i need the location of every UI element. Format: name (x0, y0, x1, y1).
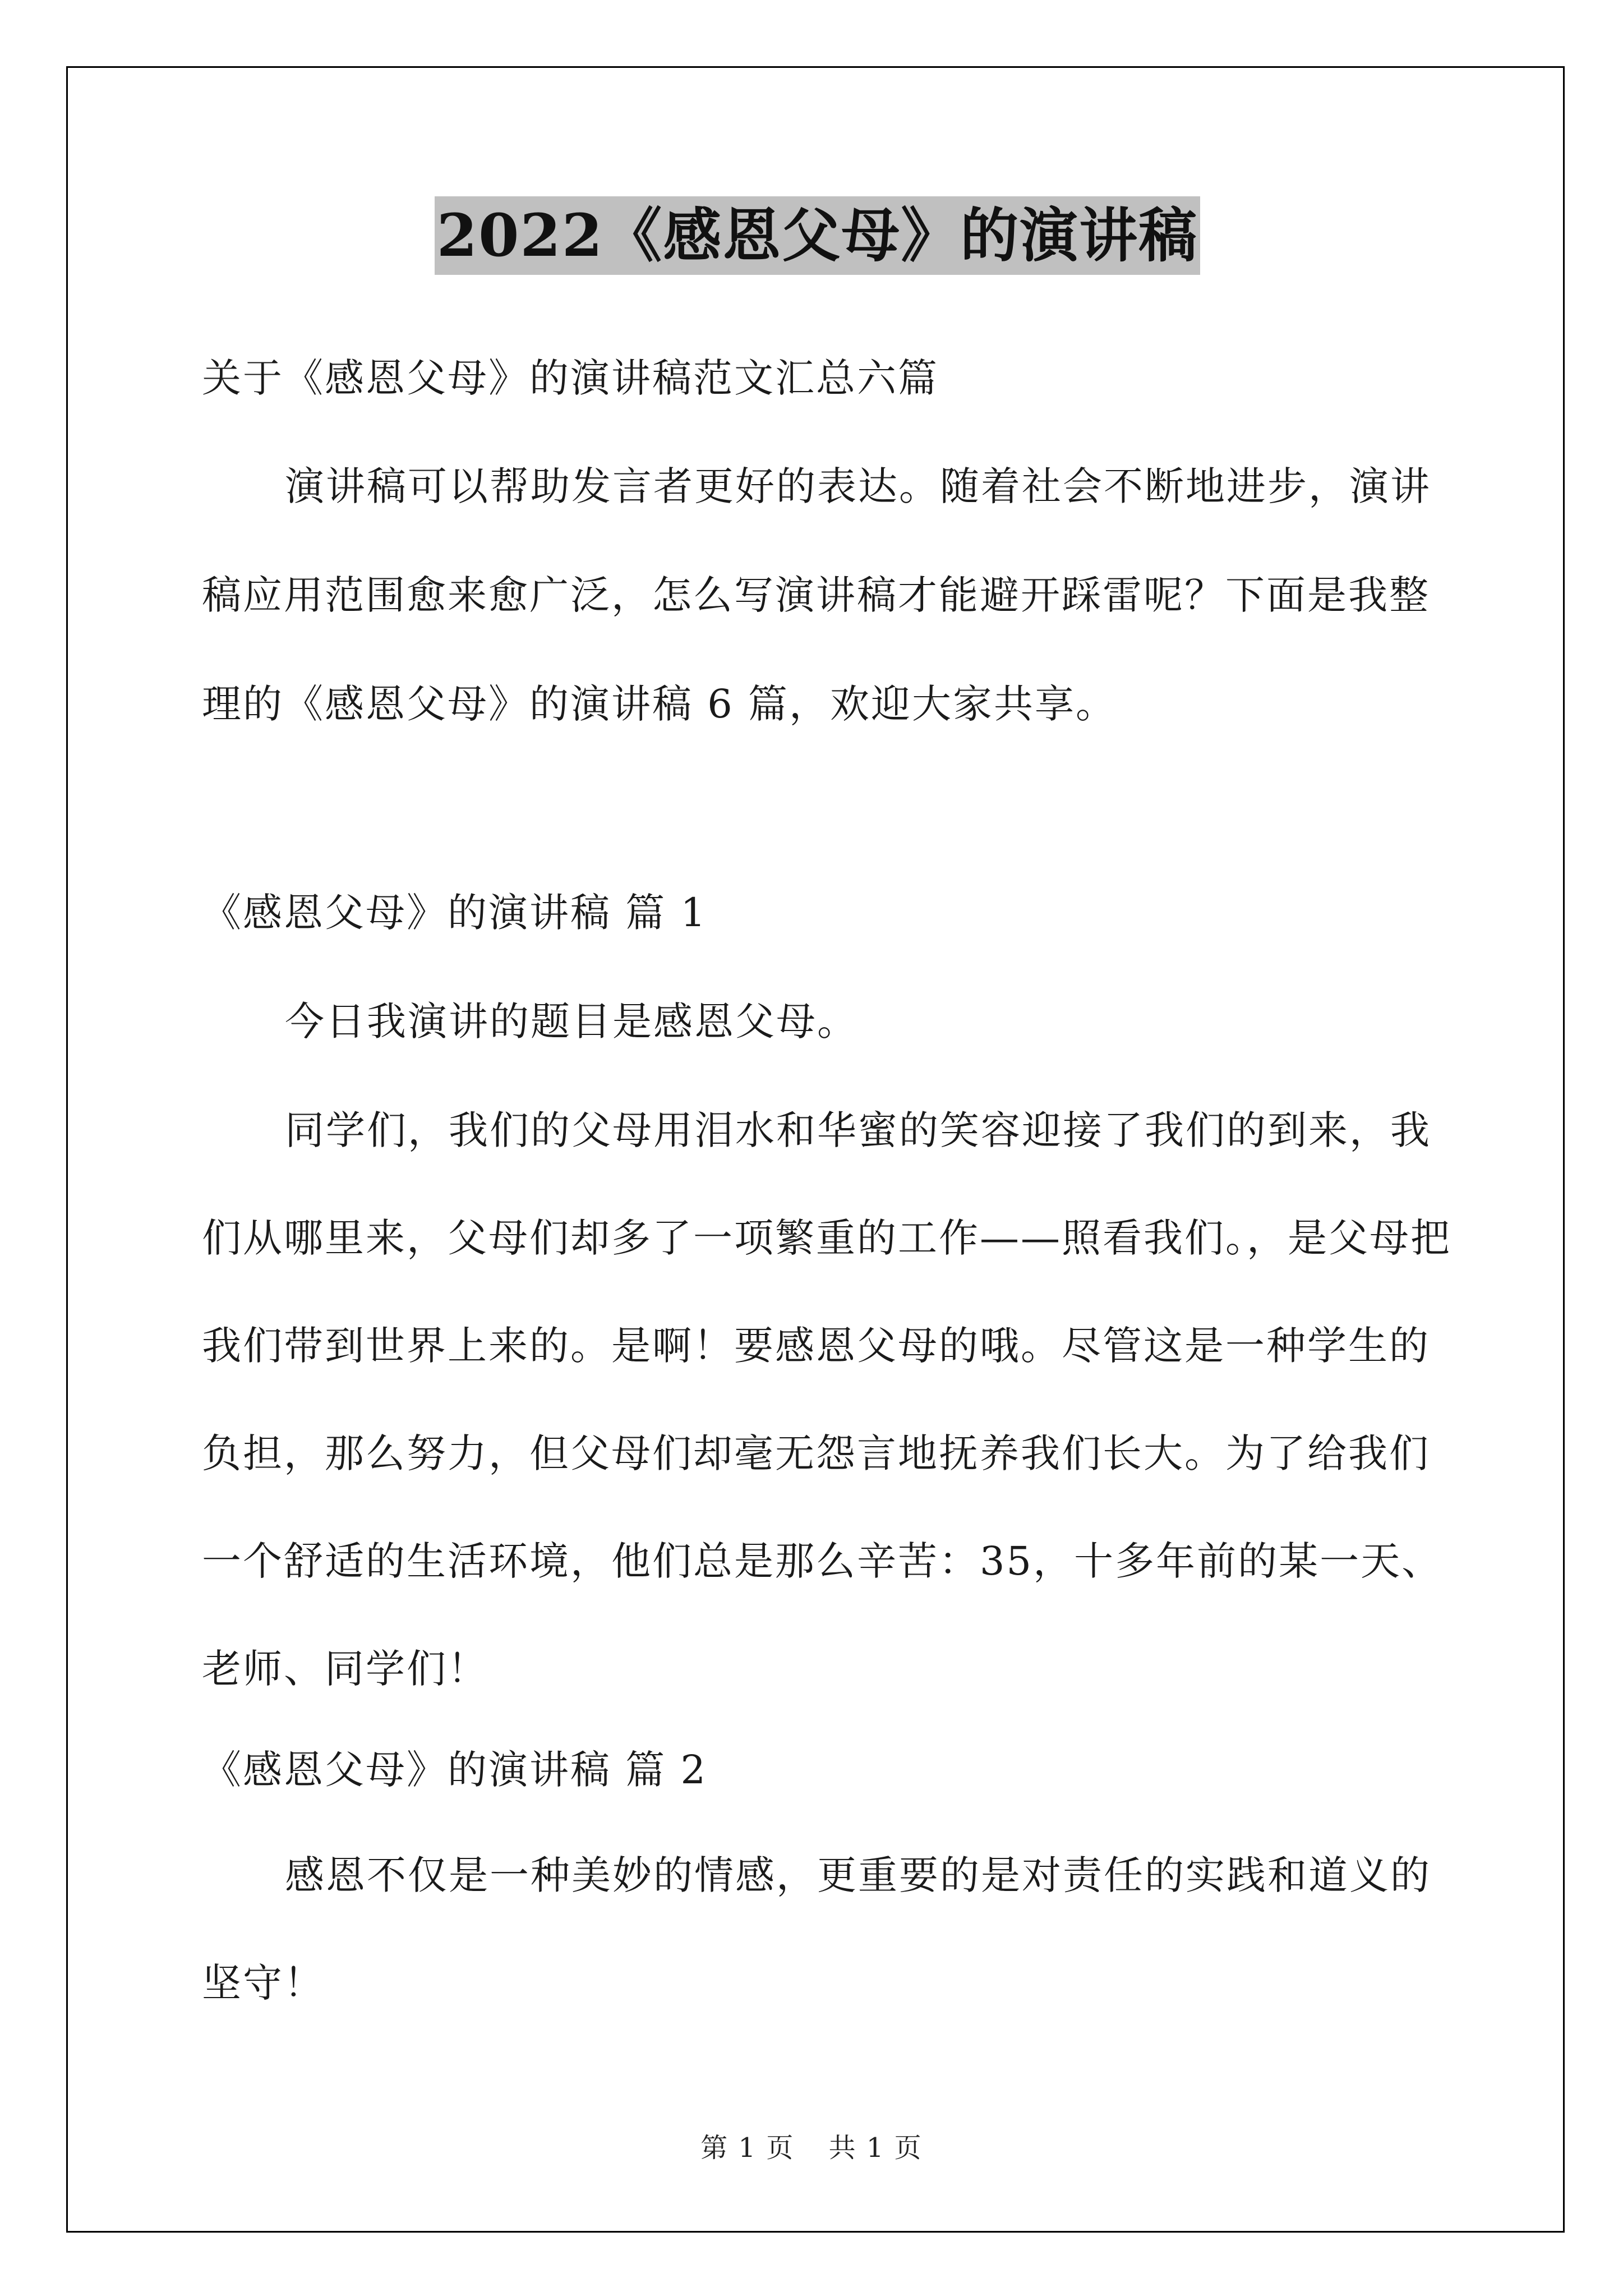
page-footer (0, 2126, 1623, 2165)
section-2-heading: 《感恩父母》的演讲稿 篇 2 (202, 1747, 708, 1793)
intro-line-2: 稿应用范围愈来愈广泛，怎么写演讲稿才能避开踩雷呢？下面是我整 (202, 572, 1430, 618)
intro-line-3: 理的《感恩父母》的演讲稿 6 篇，欢迎大家共享。 (202, 681, 1117, 727)
section-1-line-5: 负担，那么努力，但父母们却毫无怨言地抚养我们长大。为了给我们 (202, 1430, 1430, 1476)
document-title: 2022《感恩父母》的演讲稿 (435, 196, 1200, 275)
page-number: 第 1 页 (700, 2132, 795, 2164)
section-1-heading: 《感恩父母》的演讲稿 篇 1 (202, 890, 708, 936)
document-subtitle: 关于《感恩父母》的演讲稿范文汇总六篇 (202, 355, 939, 401)
title-container (202, 196, 1433, 275)
section-1-line-7: 老师、同学们！ (202, 1646, 488, 1692)
intro-line-1: 演讲稿可以帮助发言者更好的表达。随着社会不断地进步，演讲 (285, 463, 1431, 509)
section-2-line-1: 感恩不仅是一种美妙的情感，更重要的是对责任的实践和道义的 (285, 1852, 1431, 1898)
section-1-line-1: 今日我演讲的题目是感恩父母。 (285, 999, 858, 1045)
section-2-line-2: 坚守！ (202, 1960, 325, 2006)
section-1-line-3: 们从哪里来，父母们却多了一项繁重的工作——照看我们。，是父母把 (202, 1215, 1451, 1261)
page-total: 共 1 页 (828, 2132, 923, 2164)
section-1-line-6: 一个舒适的生活环境，他们总是那么辛苦：35，十多年前的某一天、 (202, 1538, 1443, 1584)
section-1-line-2: 同学们，我们的父母用泪水和华蜜的笑容迎接了我们的到来，我 (285, 1107, 1431, 1153)
section-1-line-4: 我们带到世界上来的。是啊！要感恩父母的哦。尽管这是一种学生的 (202, 1323, 1430, 1369)
